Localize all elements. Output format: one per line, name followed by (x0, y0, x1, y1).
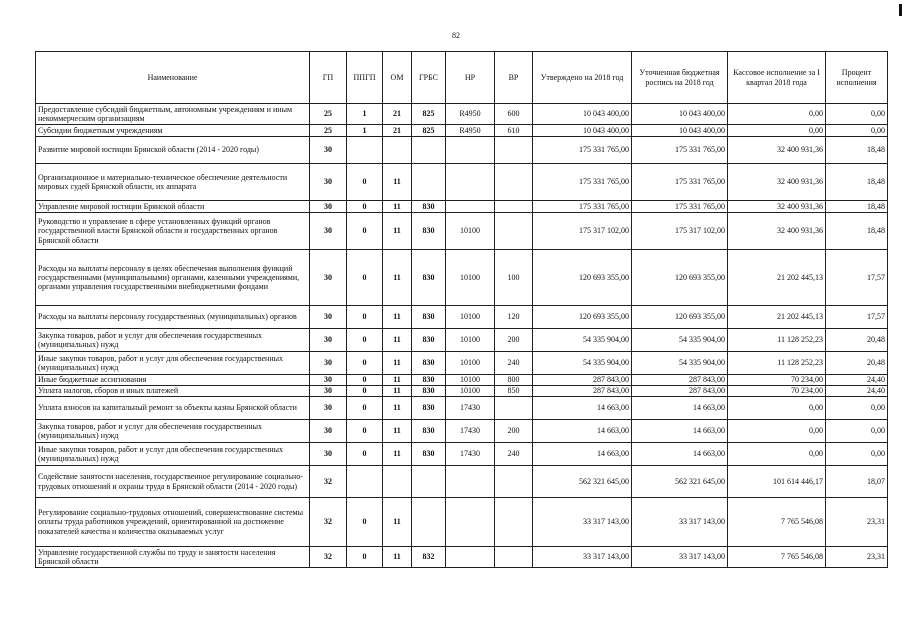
cell-cash: 7 765 546,08 (728, 547, 826, 568)
table-row (36, 250, 888, 306)
cell-gp: 30 (310, 137, 347, 164)
cell-refined: 562 321 645,00 (632, 466, 728, 498)
cell-percent: 0,00 (826, 104, 888, 125)
cell-gp: 30 (310, 397, 347, 420)
cell-vr: 200 (495, 329, 533, 352)
cell-percent: 23,31 (826, 547, 888, 568)
table-row (36, 375, 888, 386)
cell-nr: 10100 (446, 329, 495, 352)
cell-ppgp: 0 (347, 420, 383, 443)
cell-nr: 10100 (446, 250, 495, 306)
cell-nr: R4950 (446, 125, 495, 137)
cell-name: Управление государственной службы по труду и занятости населения Брянской области (36, 547, 310, 568)
cell-vr (495, 137, 533, 164)
cell-ppgp: 0 (347, 164, 383, 201)
cell-grbs: 830 (412, 420, 446, 443)
cell-om: 11 (383, 164, 412, 201)
cell-grbs: 825 (412, 125, 446, 137)
cell-grbs: 830 (412, 201, 446, 213)
cell-name: Иные закупки товаров, работ и услуг для обеспечения государственных (муниципальных) нужд (36, 443, 310, 466)
cell-gp: 30 (310, 375, 347, 386)
cell-grbs: 830 (412, 329, 446, 352)
cell-cash: 101 614 446,17 (728, 466, 826, 498)
cell-name: Закупка товаров, работ и услуг для обеспечения государственных (муниципальных) нужд (36, 329, 310, 352)
cell-vr (495, 213, 533, 250)
cell-refined: 120 693 355,00 (632, 250, 728, 306)
cell-percent: 18,07 (826, 466, 888, 498)
cell-approved: 54 335 904,00 (533, 329, 632, 352)
cell-name: Закупка товаров, работ и услуг для обеспечения государственных (муниципальных) нужд (36, 420, 310, 443)
cell-refined: 175 331 765,00 (632, 164, 728, 201)
header-cell: Наименование (36, 52, 310, 104)
cell-name: Руководство и управление в сфере установленных функций органов государственной власти Брянской области и государственных органов Брянской области (36, 213, 310, 250)
cell-nr: 10100 (446, 375, 495, 386)
cell-grbs: 830 (412, 250, 446, 306)
cell-approved: 175 331 765,00 (533, 164, 632, 201)
cell-vr (495, 164, 533, 201)
cell-nr: 17430 (446, 420, 495, 443)
header-cell: ППГП (347, 52, 383, 104)
cell-percent: 18,48 (826, 137, 888, 164)
cell-gp: 32 (310, 547, 347, 568)
cell-grbs: 830 (412, 386, 446, 397)
cell-gp: 30 (310, 201, 347, 213)
budget-execution-table (35, 51, 888, 568)
cell-nr: 17430 (446, 443, 495, 466)
cell-refined: 175 317 102,00 (632, 213, 728, 250)
cell-cash: 0,00 (728, 104, 826, 125)
table-row (36, 352, 888, 375)
cell-om: 11 (383, 213, 412, 250)
cell-grbs (412, 498, 446, 547)
cell-refined: 175 331 765,00 (632, 137, 728, 164)
table-row (36, 466, 888, 498)
cell-grbs: 830 (412, 352, 446, 375)
cell-percent: 0,00 (826, 397, 888, 420)
cell-om: 11 (383, 375, 412, 386)
cell-grbs (412, 137, 446, 164)
cell-gp: 25 (310, 104, 347, 125)
cell-percent: 17,57 (826, 250, 888, 306)
cell-nr (446, 137, 495, 164)
cell-refined: 14 663,00 (632, 420, 728, 443)
cell-cash: 11 128 252,23 (728, 352, 826, 375)
cell-cash: 0,00 (728, 125, 826, 137)
cell-approved: 175 317 102,00 (533, 213, 632, 250)
cell-cash: 32 400 931,36 (728, 213, 826, 250)
cell-ppgp: 0 (347, 352, 383, 375)
cell-ppgp: 1 (347, 125, 383, 137)
table-row (36, 306, 888, 329)
cell-refined: 33 317 143,00 (632, 498, 728, 547)
cell-nr (446, 498, 495, 547)
cell-vr (495, 201, 533, 213)
cell-ppgp: 0 (347, 375, 383, 386)
cell-approved: 14 663,00 (533, 397, 632, 420)
cell-vr: 100 (495, 250, 533, 306)
cell-vr: 800 (495, 375, 533, 386)
cell-nr: 10100 (446, 386, 495, 397)
table-row (36, 201, 888, 213)
cell-percent: 0,00 (826, 125, 888, 137)
cell-grbs: 830 (412, 306, 446, 329)
cell-approved: 14 663,00 (533, 420, 632, 443)
cell-vr (495, 498, 533, 547)
cell-gp: 30 (310, 306, 347, 329)
table-body (36, 104, 888, 568)
cell-ppgp (347, 466, 383, 498)
table-row (36, 547, 888, 568)
cell-percent: 24,40 (826, 386, 888, 397)
cell-gp: 32 (310, 466, 347, 498)
cell-nr (446, 466, 495, 498)
cell-nr (446, 164, 495, 201)
cell-gp: 30 (310, 329, 347, 352)
table-row (36, 329, 888, 352)
table-row (36, 137, 888, 164)
cell-gp: 30 (310, 250, 347, 306)
cell-percent: 0,00 (826, 443, 888, 466)
cell-percent: 20,48 (826, 329, 888, 352)
cell-om: 11 (383, 547, 412, 568)
cell-om: 11 (383, 443, 412, 466)
header-cell: Процент исполнения (826, 52, 888, 104)
cell-nr: R4950 (446, 104, 495, 125)
cell-percent: 18,48 (826, 164, 888, 201)
cell-om: 11 (383, 306, 412, 329)
cell-cash: 32 400 931,36 (728, 164, 826, 201)
cell-gp: 30 (310, 213, 347, 250)
cell-om (383, 137, 412, 164)
cell-approved: 287 843,00 (533, 386, 632, 397)
cell-approved: 54 335 904,00 (533, 352, 632, 375)
table-header-row (36, 52, 888, 104)
cell-vr: 120 (495, 306, 533, 329)
cell-cash: 0,00 (728, 397, 826, 420)
table-row (36, 104, 888, 125)
cell-name: Организационное и материально-техническое обеспечение деятельности мировых судей Брянской области, их аппарата (36, 164, 310, 201)
cell-om: 11 (383, 352, 412, 375)
cell-om: 11 (383, 250, 412, 306)
cell-percent: 0,00 (826, 420, 888, 443)
cell-ppgp (347, 137, 383, 164)
table-row (36, 386, 888, 397)
cell-ppgp: 0 (347, 213, 383, 250)
cell-refined: 10 043 400,00 (632, 125, 728, 137)
cell-ppgp: 0 (347, 329, 383, 352)
cell-refined: 287 843,00 (632, 386, 728, 397)
cell-vr (495, 397, 533, 420)
cell-om: 21 (383, 104, 412, 125)
cell-cash: 70 234,00 (728, 386, 826, 397)
cell-name: Расходы на выплаты персоналу государственных (муниципальных) органов (36, 306, 310, 329)
cell-refined: 287 843,00 (632, 375, 728, 386)
cell-nr: 10100 (446, 352, 495, 375)
cell-cash: 70 234,00 (728, 375, 826, 386)
cell-nr: 10100 (446, 306, 495, 329)
table-row (36, 420, 888, 443)
header-cell: ОМ (383, 52, 412, 104)
header-cell: Утверждено на 2018 год (533, 52, 632, 104)
cell-refined: 14 663,00 (632, 443, 728, 466)
cell-ppgp: 0 (347, 250, 383, 306)
cell-name: Предоставление субсидий бюджетным, автономным учреждениям и иным некоммерческим организациям (36, 104, 310, 125)
cell-gp: 30 (310, 420, 347, 443)
header-cell: ГП (310, 52, 347, 104)
header-cell: ВР (495, 52, 533, 104)
header-cell: ГРБС (412, 52, 446, 104)
cell-cash: 32 400 931,36 (728, 137, 826, 164)
cell-ppgp: 1 (347, 104, 383, 125)
cell-grbs: 825 (412, 104, 446, 125)
cell-vr (495, 547, 533, 568)
cell-om: 21 (383, 125, 412, 137)
cell-gp: 30 (310, 443, 347, 466)
cell-refined: 120 693 355,00 (632, 306, 728, 329)
cell-cash: 21 202 445,13 (728, 250, 826, 306)
cell-nr (446, 547, 495, 568)
cell-ppgp: 0 (347, 201, 383, 213)
scan-edge-mark (899, 4, 902, 16)
cell-name: Уплата налогов, сборов и иных платежей (36, 386, 310, 397)
cell-vr: 200 (495, 420, 533, 443)
cell-percent: 18,48 (826, 201, 888, 213)
table-row (36, 397, 888, 420)
cell-gp: 32 (310, 498, 347, 547)
cell-refined: 175 331 765,00 (632, 201, 728, 213)
cell-grbs: 830 (412, 213, 446, 250)
table-row (36, 164, 888, 201)
cell-ppgp: 0 (347, 547, 383, 568)
cell-om: 11 (383, 397, 412, 420)
cell-refined: 54 335 904,00 (632, 352, 728, 375)
cell-vr: 240 (495, 352, 533, 375)
cell-percent: 23,31 (826, 498, 888, 547)
cell-approved: 562 321 645,00 (533, 466, 632, 498)
cell-percent: 18,48 (826, 213, 888, 250)
cell-grbs: 830 (412, 397, 446, 420)
cell-gp: 25 (310, 125, 347, 137)
cell-refined: 14 663,00 (632, 397, 728, 420)
cell-gp: 30 (310, 386, 347, 397)
cell-ppgp: 0 (347, 397, 383, 420)
cell-grbs (412, 164, 446, 201)
cell-name: Иные закупки товаров, работ и услуг для обеспечения государственных (муниципальных) нужд (36, 352, 310, 375)
cell-cash: 0,00 (728, 420, 826, 443)
cell-percent: 24,40 (826, 375, 888, 386)
cell-refined: 10 043 400,00 (632, 104, 728, 125)
header-cell: Уточненная бюджетная роспись на 2018 год (632, 52, 728, 104)
page-number: 82 (452, 31, 460, 40)
cell-om: 11 (383, 420, 412, 443)
cell-om: 11 (383, 201, 412, 213)
cell-om (383, 466, 412, 498)
cell-vr: 610 (495, 125, 533, 137)
cell-approved: 10 043 400,00 (533, 104, 632, 125)
cell-om: 11 (383, 386, 412, 397)
cell-name: Субсидии бюджетным учреждениям (36, 125, 310, 137)
cell-cash: 7 765 546,08 (728, 498, 826, 547)
cell-name: Содействие занятости населения, государственное регулирование социально-трудовых отношений и охраны труда в Брянской области (2014 - 2020 годы) (36, 466, 310, 498)
cell-ppgp: 0 (347, 443, 383, 466)
cell-name: Иные бюджетные ассигнования (36, 375, 310, 386)
cell-name: Регулирование социально-трудовых отношений, совершенствование системы оплаты труда работников учреждений, ориентированной на достижение показателей качества и количества оказываемых услуг (36, 498, 310, 547)
cell-ppgp: 0 (347, 386, 383, 397)
cell-om: 11 (383, 329, 412, 352)
cell-ppgp: 0 (347, 306, 383, 329)
cell-gp: 30 (310, 352, 347, 375)
cell-grbs: 830 (412, 443, 446, 466)
cell-vr: 850 (495, 386, 533, 397)
cell-percent: 20,48 (826, 352, 888, 375)
cell-approved: 10 043 400,00 (533, 125, 632, 137)
cell-cash: 32 400 931,36 (728, 201, 826, 213)
cell-approved: 175 331 765,00 (533, 201, 632, 213)
cell-approved: 287 843,00 (533, 375, 632, 386)
cell-approved: 120 693 355,00 (533, 306, 632, 329)
table-row (36, 125, 888, 137)
cell-percent: 17,57 (826, 306, 888, 329)
cell-approved: 14 663,00 (533, 443, 632, 466)
cell-approved: 120 693 355,00 (533, 250, 632, 306)
cell-name: Уплата взносов на капитальный ремонт за объекты казны Брянской области (36, 397, 310, 420)
header-cell: НР (446, 52, 495, 104)
table-row (36, 498, 888, 547)
cell-approved: 33 317 143,00 (533, 498, 632, 547)
table-row (36, 213, 888, 250)
table-row (36, 443, 888, 466)
cell-name: Расходы на выплаты персоналу в целях обеспечения выполнения функций государственными (муниципальными) органами, казенными учреждениями, органами управления государственными внебюджетными фондами (36, 250, 310, 306)
cell-approved: 33 317 143,00 (533, 547, 632, 568)
cell-nr: 10100 (446, 213, 495, 250)
cell-cash: 0,00 (728, 443, 826, 466)
cell-name: Развитие мировой юстиции Брянской области (2014 - 2020 годы) (36, 137, 310, 164)
header-cell: Кассовое исполнение за I квартал 2018 года (728, 52, 826, 104)
cell-name: Управление мировой юстиции Брянской области (36, 201, 310, 213)
cell-refined: 54 335 904,00 (632, 329, 728, 352)
cell-gp: 30 (310, 164, 347, 201)
cell-cash: 21 202 445,13 (728, 306, 826, 329)
cell-grbs: 830 (412, 375, 446, 386)
cell-refined: 33 317 143,00 (632, 547, 728, 568)
cell-grbs: 832 (412, 547, 446, 568)
cell-vr (495, 466, 533, 498)
cell-ppgp: 0 (347, 498, 383, 547)
cell-approved: 175 331 765,00 (533, 137, 632, 164)
cell-vr: 240 (495, 443, 533, 466)
cell-grbs (412, 466, 446, 498)
cell-om: 11 (383, 498, 412, 547)
cell-vr: 600 (495, 104, 533, 125)
cell-cash: 11 128 252,23 (728, 329, 826, 352)
cell-nr (446, 201, 495, 213)
cell-nr: 17430 (446, 397, 495, 420)
